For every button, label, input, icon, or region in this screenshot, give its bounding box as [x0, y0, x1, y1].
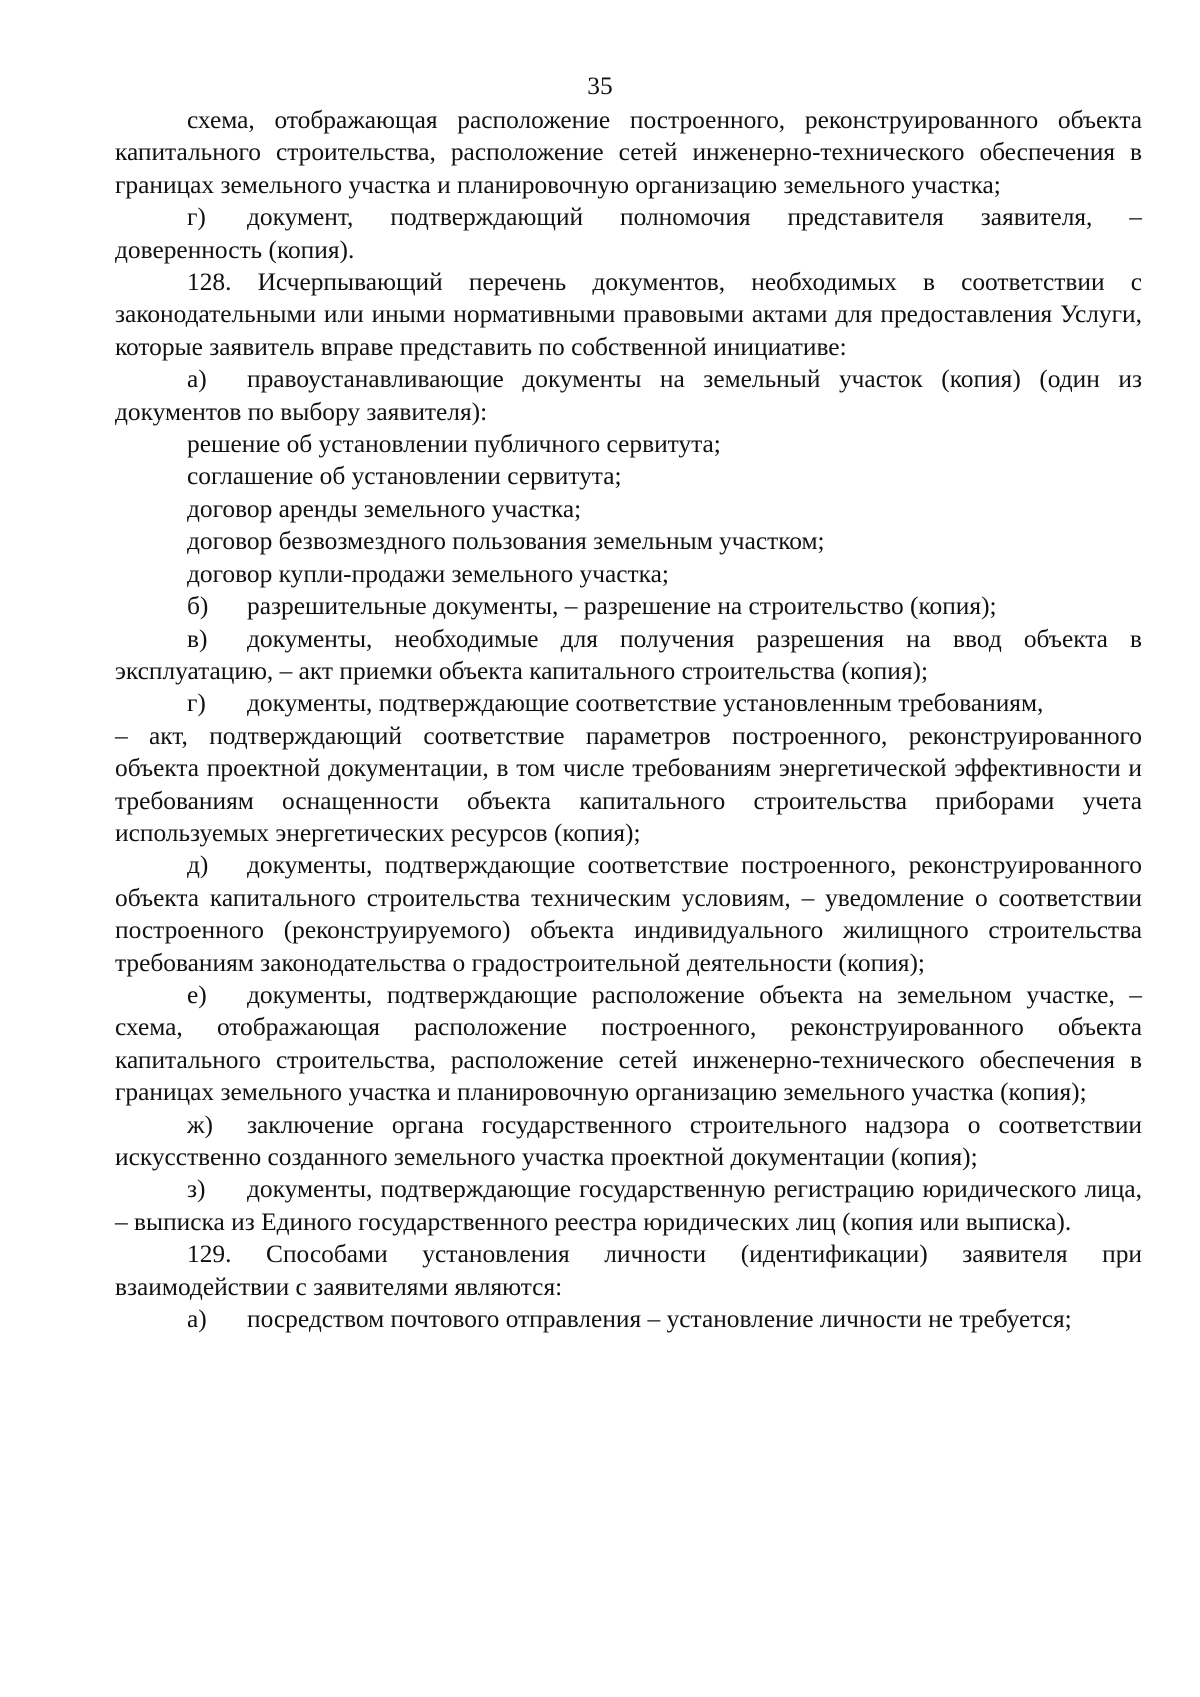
- section-129-heading: 129. Способами установления личности (идентификации) заявителя при взаимодействии с заявителями являются:: [115, 1240, 1142, 1301]
- item-v: [115, 623, 1142, 688]
- item-marker: г): [187, 203, 206, 232]
- section-128-heading: 128. Исчерпывающий перечень документов, необходимых в соответствии с законодательными или иными нормативными правовыми актами для предоставления Услуги, которые заявитель вправе представить по собственной инициативе:: [115, 268, 1142, 361]
- item-zh: [115, 1109, 1142, 1174]
- page-number: 35: [587, 72, 613, 100]
- item-z: [115, 1173, 1142, 1238]
- sub-item: решение об установлении публичного сервитута;: [187, 430, 721, 459]
- item-text: разрешительные документы, – разрешение на строительство (копия);: [247, 592, 997, 621]
- item-text: документ, подтверждающий полномочия представителя заявителя, – доверенность (копия).: [115, 203, 1142, 264]
- item-marker: в): [187, 624, 208, 653]
- item-d: [115, 849, 1142, 979]
- item-text: заключение органа государственного строительного надзора о соответствии искусственно созданного земельного участка проектной документации (копия);: [115, 1110, 1142, 1171]
- intro-paragraph: схема, отображающая расположение построенного, реконструированного объекта капитального строительства, расположение сетей инженерно-технического обеспечения в границах земельного участка и планировочную организацию земельного участка;: [115, 106, 1142, 199]
- item-marker: б): [187, 592, 209, 621]
- item-g-continuation: – акт, подтверждающий соответствие параметров построенного, реконструированного объекта проектной документации, в том числе требованиям энергетической эффективности и требованиям оснащенности объекта капитального строительства приборами учета используемых энергетических ресурсов (копия);: [115, 721, 1142, 847]
- item-g: [115, 687, 1142, 719]
- item-text: документы, подтверждающие соответствие построенного, реконструированного объекта капитального строительства техническим условиям, – уведомление о соответствии построенного (реконструируемого) объекта индивидуального жилищного строительства требованиям законодательства о градостроительной деятельности (копия);: [115, 851, 1142, 977]
- item-marker: г): [187, 689, 206, 718]
- item-marker: а): [187, 365, 207, 394]
- item-b: [115, 590, 1142, 622]
- item-marker: ж): [187, 1110, 213, 1139]
- sub-item: договор безвозмездного пользования земельным участком;: [187, 527, 825, 556]
- item-text: правоустанавливающие документы на земельный участок (копия) (один из документов по выбору заявителя):: [115, 365, 1142, 426]
- item-marker: з): [187, 1175, 206, 1204]
- item-text: документы, необходимые для получения разрешения на ввод объекта в эксплуатацию, – акт приемки объекта капитального строительства (копия);: [115, 624, 1142, 685]
- item-g-first: [115, 201, 1142, 266]
- item-marker: а): [187, 1305, 207, 1334]
- item-e: [115, 979, 1142, 1109]
- item-marker: д): [187, 851, 209, 880]
- item-text: документы, подтверждающие государственную регистрацию юридического лица, – выписка из Единого государственного реестра юридических лиц (копия или выписка).: [115, 1175, 1142, 1236]
- sub-item: договор купли-продажи земельного участка;: [187, 559, 669, 588]
- item-marker: е): [187, 980, 207, 1009]
- item-text: посредством почтового отправления – установление личности не требуется;: [247, 1305, 1072, 1334]
- item-text: документы, подтверждающие соответствие установленным требованиям,: [247, 689, 1044, 718]
- sub-item: договор аренды земельного участка;: [187, 494, 582, 523]
- sub-item: соглашение об установлении сервитута;: [187, 462, 622, 491]
- document-body: [115, 104, 1142, 1335]
- item-text: документы, подтверждающие расположение объекта на земельном участке, – схема, отображающая расположение построенного, реконструированного объекта капитального строительства, расположение сетей инженерно-технического обеспечения в границах земельного участка и планировочную организацию земельного участка (копия);: [115, 980, 1142, 1107]
- item-a-129: [115, 1303, 1142, 1335]
- item-a: [115, 363, 1142, 428]
